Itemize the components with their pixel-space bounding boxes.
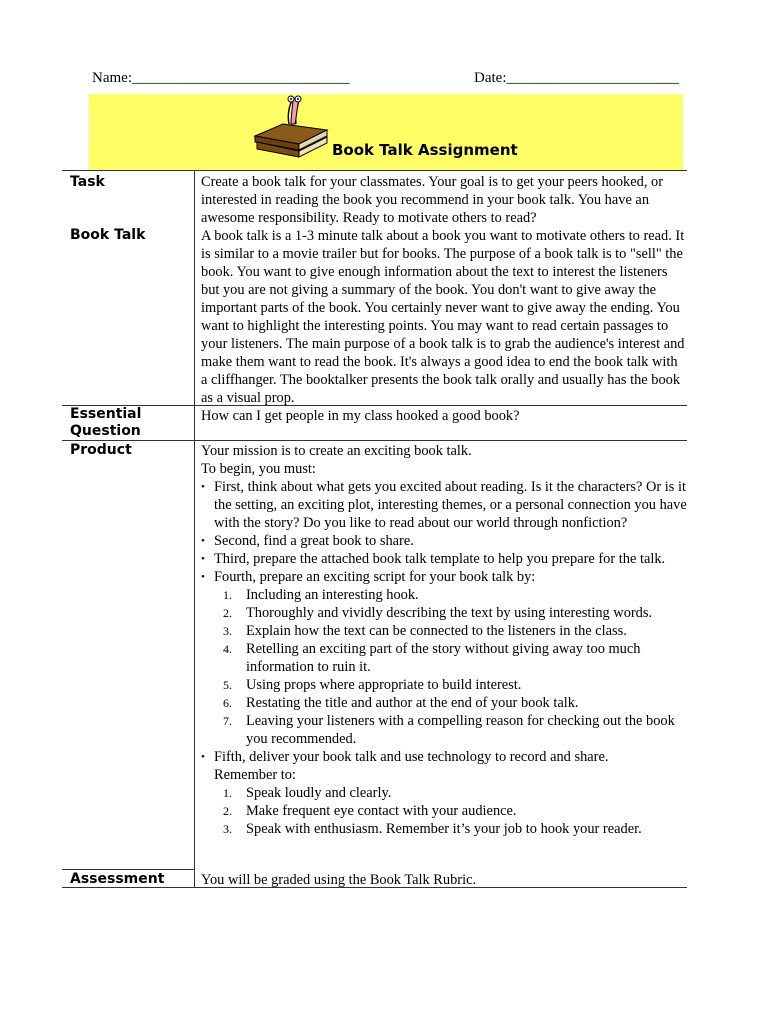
list-item: 2. Make frequent eye contact with your audience. <box>223 803 517 819</box>
list-item: 6. Restating the title and author at the end of your book talk. <box>223 695 579 711</box>
essential-label-line1: Essential <box>70 406 142 422</box>
step-second: Second, find a great book to share. <box>214 533 414 549</box>
step-first: First, think about what gets you excited about reading. Is it the characters? Or is it the setting, an exciting plot, interesting themes, or a personal connection you have with the story? Do you like to read about our world through nonfiction? <box>214 479 687 531</box>
script-item: Including an interesting hook. <box>246 587 419 603</box>
step-fourth: Fourth, prepare an exciting script for your book talk by: <box>214 569 536 585</box>
book-talk-label: Book Talk <box>70 227 146 243</box>
script-item: Explain how the text can be connected to the listeners in the class. <box>246 623 627 639</box>
bookworm-on-books-icon <box>249 94 333 158</box>
bullet-icon: • <box>201 535 205 547</box>
list-item: 7. Leaving your listeners with a compelling reason for checking out the book you recommended. <box>223 713 675 747</box>
list-item: 3. Speak with enthusiasm. Remember it’s your job to hook your reader. <box>223 821 642 837</box>
product-content <box>201 442 687 838</box>
essential-label-line2: Question <box>70 423 141 439</box>
remember-item: Speak loudly and clearly. <box>246 785 392 801</box>
assignment-title: Book Talk Assignment <box>332 141 518 159</box>
date-field-line: Date:_______________________ <box>474 70 679 86</box>
step-fifth: Fifth, deliver your book talk and use technology to record and share. <box>214 749 609 765</box>
product-label: Product <box>70 442 132 458</box>
list-item <box>201 478 687 532</box>
list-item <box>201 532 687 550</box>
script-item: Using props where appropriate to build interest. <box>246 677 522 693</box>
list-item: 5. Using props where appropriate to build interest. <box>223 677 522 693</box>
task-text: Create a book talk for your classmates. Your goal is to get your peers hooked, or interested in reading the book you recommend in your book talk. You have an awesome responsibility. Ready to motivate others to read? <box>201 174 663 226</box>
list-item: 1. Including an interesting hook. <box>223 587 419 603</box>
remember-item: Make frequent eye contact with your audience. <box>246 803 517 819</box>
essential-question-text: How can I get people in my class hooked a good book? <box>201 408 520 424</box>
row-divider-product <box>62 440 687 441</box>
script-item: Leaving your listeners with a compelling reason for checking out the book you recommended. <box>246 713 675 747</box>
bullet-icon: • <box>201 481 205 493</box>
list-item <box>201 568 687 586</box>
list-item: 4. Retelling an exciting part of the story without giving away too much information to ruin it. <box>223 641 641 675</box>
assessment-text: You will be graded using the Book Talk Rubric. <box>201 872 477 888</box>
list-item: 2. Thoroughly and vividly describing the text by using interesting words. <box>223 605 653 621</box>
essential-question-label <box>70 406 141 440</box>
task-label: Task <box>70 174 105 190</box>
name-field-line: Name:_____________________________ <box>92 70 350 86</box>
bullet-icon: • <box>201 571 205 583</box>
remember-label: Remember to: <box>214 767 296 783</box>
title-banner <box>89 94 683 170</box>
list-item: 1. Speak loudly and clearly. <box>223 785 392 801</box>
list-item <box>201 748 687 766</box>
column-divider <box>194 170 195 888</box>
assessment-label: Assessment <box>70 871 165 887</box>
assignment-table <box>62 170 687 888</box>
remember-item: Speak with enthusiasm. Remember it’s your job to hook your reader. <box>246 821 642 837</box>
step-third: Third, prepare the attached book talk template to help you prepare for the talk. <box>214 551 666 567</box>
product-intro: Your mission is to create an exciting book talk. <box>201 443 472 459</box>
script-item: Thoroughly and vividly describing the text by using interesting words. <box>246 605 653 621</box>
list-item: 3. Explain how the text can be connected to the listeners in the class. <box>223 623 627 639</box>
script-item: Retelling an exciting part of the story without giving away too much information to ruin it. <box>246 641 641 675</box>
bullet-icon: • <box>201 553 205 565</box>
bullet-icon: • <box>201 751 205 763</box>
table-top-border <box>62 170 687 171</box>
list-item <box>201 550 687 568</box>
book-talk-text: A book talk is a 1-3 minute talk about a book you want to motivate others to read. It is similar to a movie trailer but for books. The purpose of a book talk is to "sell" the book. You want to give enough information about the text to interest the listeners but you are not giving a summary of the book. You don't want to give away the important parts of the book. You certainly never want to give away the ending. You want to highlight the interesting points. You may want to read certain passages to your listeners. The main purpose of a book talk is to grab the audience's interest and make them want to read the book. It's always a good idea to end the book talk with a cliffhanger. The booktalker presents the book talk orally and usually has the book as a visual prop. <box>201 228 685 406</box>
script-item: Restating the title and author at the end of your book talk. <box>246 695 579 711</box>
row-divider-assessment-label <box>62 869 194 870</box>
product-begin: To begin, you must: <box>201 461 316 477</box>
